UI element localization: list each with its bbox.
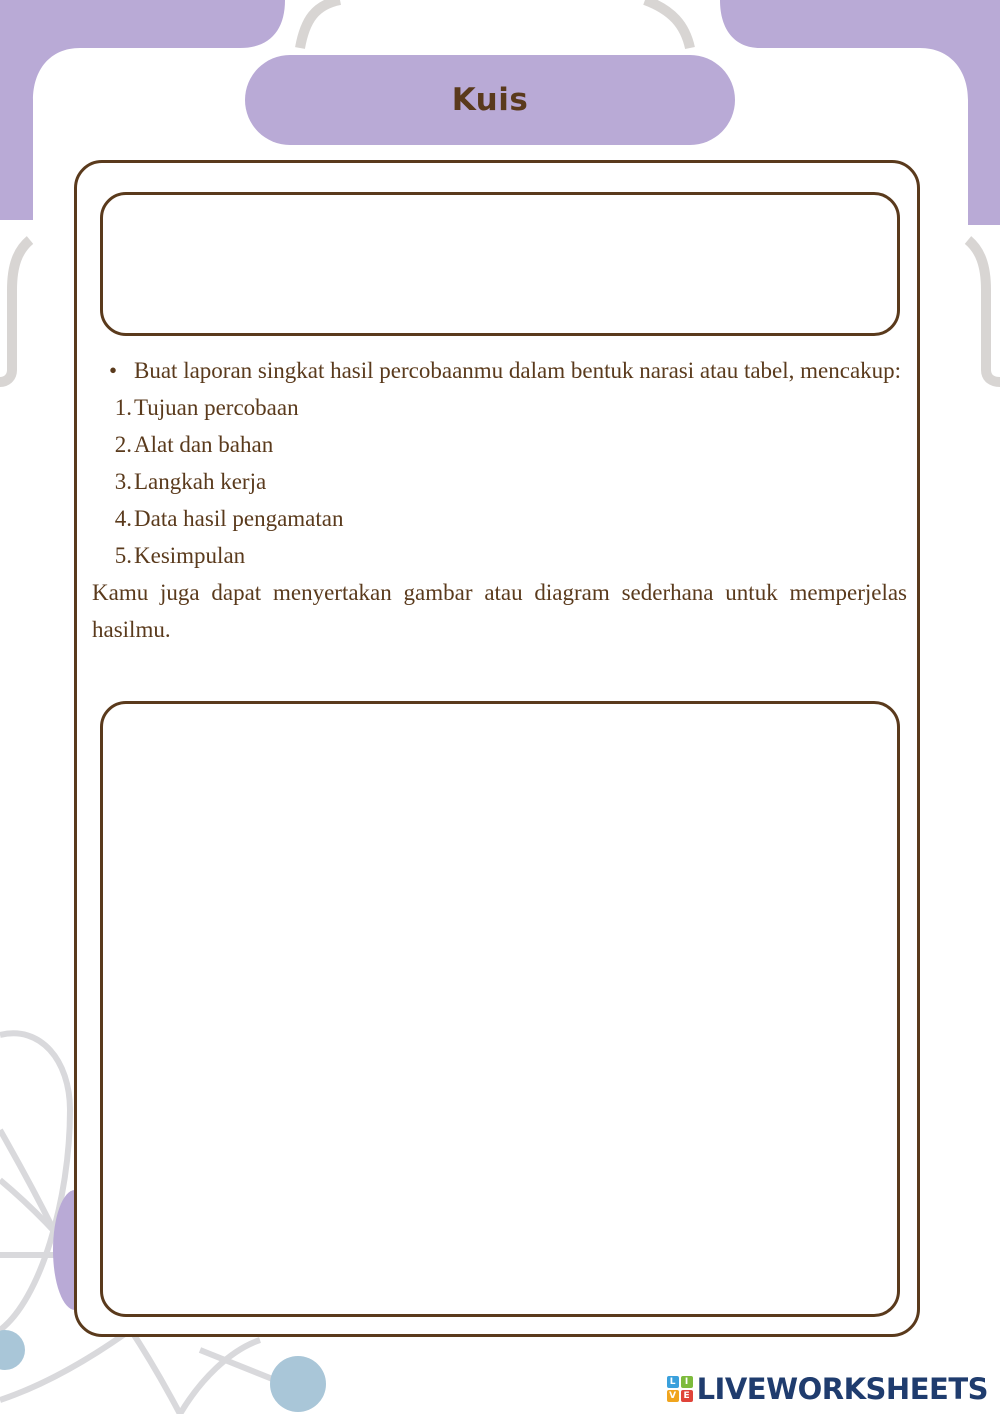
grey-curve-line [968,240,1000,382]
list-number: 2. [114,432,132,457]
molecule-blue-sphere [270,1356,326,1412]
answer-box-top[interactable] [100,192,900,336]
grey-curve-line [300,0,340,48]
list-text: Data hasil pengamatan [134,506,344,531]
list-text: Tujuan percobaan [134,395,299,420]
bullet-text: Buat laporan singkat hasil percobaanmu dalam bentuk narasi atau tabel, mencakup: [134,358,902,383]
list-item [92,426,907,463]
list-text: Kesimpulan [134,543,246,568]
logo-letter: L [667,1376,679,1388]
list-number: 1. [114,395,132,420]
logo-letter: V [667,1390,679,1402]
logo-letter: I [681,1376,693,1388]
list-number: 4. [114,506,132,531]
liveworksheets-logo[interactable] [667,1372,988,1406]
answer-box-bottom[interactable] [100,701,900,1317]
list-number: 3. [114,469,132,494]
list-text: Alat dan bahan [134,432,274,457]
page-title: Kuis [451,82,529,118]
liveworksheets-logo-icon [667,1376,693,1402]
grey-curve-line [645,0,690,48]
title-banner [245,55,735,145]
molecule-blue-sphere [0,1330,25,1370]
bullet-icon: • [108,358,118,383]
list-item [92,537,907,574]
list-text: Langkah kerja [134,469,267,494]
list-number: 5. [114,543,132,568]
list-item [92,463,907,500]
logo-text: LIVEWORKSHEETS [696,1372,988,1406]
grey-curve-line [0,240,30,382]
logo-letter: E [681,1390,693,1402]
list-item [92,389,907,426]
instruction-bullet [92,352,907,389]
instructions [92,352,907,648]
list-item [92,500,907,537]
closing-text: Kamu juga dapat menyertakan gambar atau diagram sederhana untuk memperjelas hasilmu. [92,580,907,642]
